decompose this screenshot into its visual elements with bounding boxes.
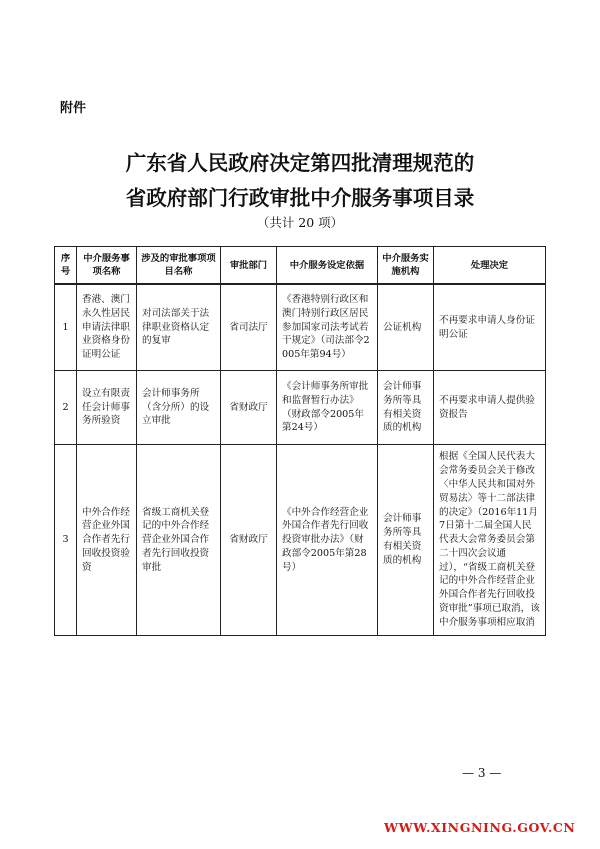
cell-approval-item: 对司法部关于法律职业资格认定的复审 <box>137 284 221 371</box>
cell-agency: 会计师事务所等具有相关资质的机构 <box>378 371 434 445</box>
intermediary-services-table <box>54 246 546 636</box>
table-row <box>55 371 546 445</box>
cell-service-name: 香港、澳门永久性居民申请法律职业资格身份证明公证 <box>77 284 137 371</box>
cell-agency: 会计师事务所等具有相关资质的机构 <box>378 445 434 636</box>
cell-department: 省财政厅 <box>221 371 277 445</box>
cell-decision: 不再要求申请人提供验资报告 <box>434 371 546 445</box>
cell-approval-item: 会计师事务所（含分所）的设立审批 <box>137 371 221 445</box>
header-service-name: 中介服务事项名称 <box>77 247 137 285</box>
header-department: 审批部门 <box>221 247 277 285</box>
cell-basis: 《中外合作经营企业外国合作者先行回收投资审批办法》（财政部令2005年第28号） <box>277 445 378 636</box>
cell-service-name: 设立有限责任会计师事务所验资 <box>77 371 137 445</box>
cell-decision: 根据《全国人民代表大会常务委员会关于修改〈中华人民共和国对外贸易法〉等十二部法律的决定》（2016年11月7日第十二届全国人民代表大会常务委员会第二十四次会议通过），“省级工商机关登记的中外合作经营企业外国合作者先行回收投资审批”事项已取消，该中介服务事项相应取消 <box>434 445 546 636</box>
table-row <box>55 284 546 371</box>
cell-decision: 不再要求申请人身份证明公证 <box>434 284 546 371</box>
header-agency: 中介服务实施机构 <box>378 247 434 285</box>
item-count-subtitle: （共计 20 项） <box>256 215 344 230</box>
cell-basis: 《香港特别行政区和澳门特别行政区居民参加国家司法考试若干规定》（司法部令2005年第94号） <box>277 284 378 371</box>
header-approval-item: 涉及的审批事项项目名称 <box>137 247 221 285</box>
header-basis: 中介服务设定依据 <box>277 247 378 285</box>
website-watermark: WWW.XINGNING.GOV.CN <box>384 820 576 835</box>
table-row <box>55 445 546 636</box>
cell-department: 省财政厅 <box>221 445 277 636</box>
cell-agency: 公证机构 <box>378 284 434 371</box>
document-title-line-2: 省政府部门行政审批中介服务事项目录 <box>125 186 475 210</box>
cell-seq: 2 <box>55 371 77 445</box>
cell-service-name: 中外合作经营企业外国合作者先行回收投资验资 <box>77 445 137 636</box>
table-header-row <box>55 247 546 285</box>
cell-department: 省司法厅 <box>221 284 277 371</box>
cell-seq: 1 <box>55 284 77 371</box>
header-decision: 处理决定 <box>434 247 546 285</box>
cell-basis: 《会计师事务所审批和监督暂行办法》（财政部令2005年第24号） <box>277 371 378 445</box>
page-number: — 3 — <box>462 766 502 780</box>
cell-approval-item: 省级工商机关登记的中外合作经营企业外国合作者先行回收投资审批 <box>137 445 221 636</box>
document-title-line-1: 广东省人民政府决定第四批清理规范的 <box>125 151 475 175</box>
annex-label: 附件 <box>60 101 87 116</box>
header-seq: 序号 <box>55 247 77 285</box>
cell-seq: 3 <box>55 445 77 636</box>
